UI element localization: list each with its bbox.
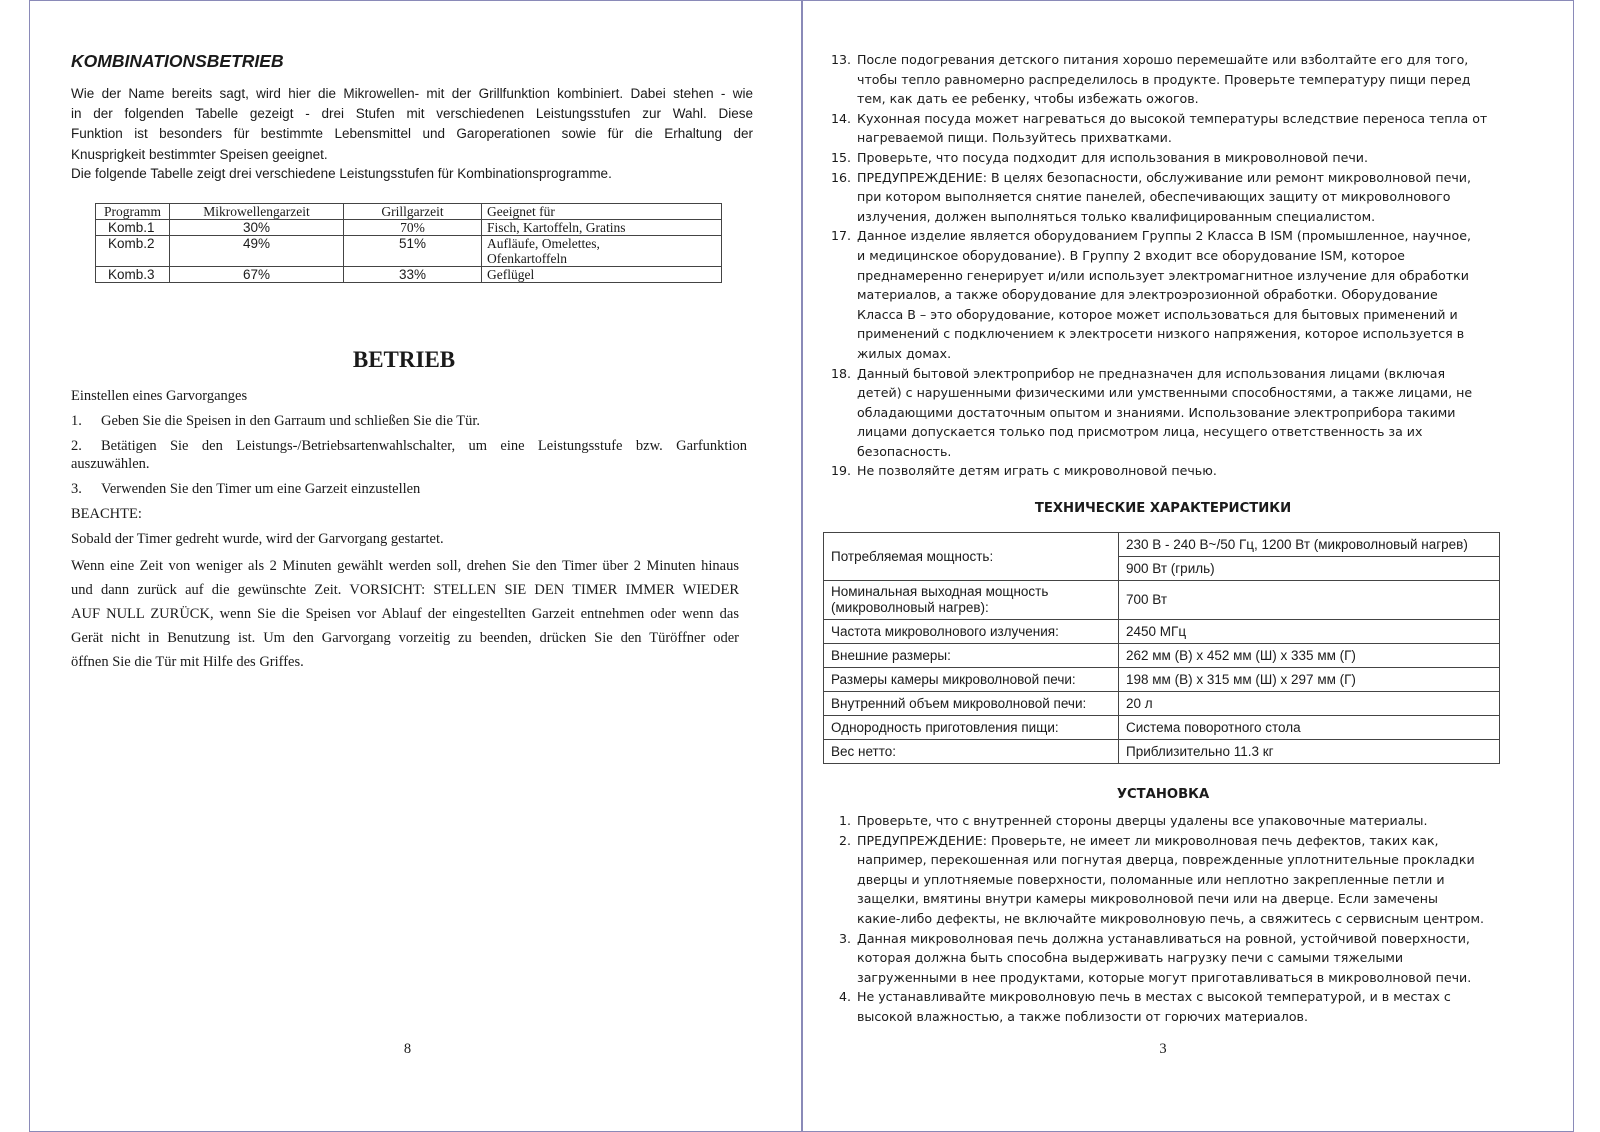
step-number: 2. xyxy=(71,438,82,454)
table-row xyxy=(824,716,1500,740)
table-row xyxy=(824,740,1500,764)
spec-label: Однородность приготовления пищи: xyxy=(824,716,1119,740)
item-line: Не позволяйте детям играть с микроволновой печью. xyxy=(857,463,1217,479)
list-item xyxy=(829,987,1499,1026)
spec-label-line: Номинальная выходная мощность xyxy=(831,584,1049,599)
spec-label: Частота микроволнового излучения: xyxy=(824,620,1119,644)
item-number: 15. xyxy=(830,149,851,165)
spec-value: 900 Вт (гриль) xyxy=(1119,557,1500,581)
spec-label: Размеры камеры микроволновой печи: xyxy=(824,668,1119,692)
item-line: нагреваемой пищи. Пользуйтесь прихватками. xyxy=(857,130,1172,146)
item-number: 4. xyxy=(838,989,851,1005)
step-number: 1. xyxy=(71,413,82,429)
grill-cell: 33% xyxy=(344,267,482,283)
item-line: лицами допускается только под присмотром лица, несущего ответственность за их xyxy=(857,424,1423,440)
spec-value: Система поворотного стола xyxy=(1119,716,1500,740)
item-line: Кухонная посуда может нагреваться до высокой температуры вследствие переноса тепла от xyxy=(857,110,1488,126)
item-line: тем, как дать ее ребенку, чтобы избежать ожогов. xyxy=(857,91,1199,107)
step-item xyxy=(71,480,747,498)
header-geeignet-fuer: Geeignet für xyxy=(482,204,722,220)
program-cell: Komb.3 xyxy=(96,267,170,283)
table-row xyxy=(824,692,1500,716)
table-row xyxy=(824,644,1500,668)
spec-label: Внутренний объем микроволновой печи: xyxy=(824,692,1119,716)
item-number: 14. xyxy=(830,110,851,126)
paragraph-line: in der folgenden Tabelle gezeigt - drei Stufen mit verschiedenen Leistungsstufen zur Wahl. Diese xyxy=(71,106,753,122)
caution-line: öffnen Sie die Tür mit Hilfe des Griffes. xyxy=(71,654,304,670)
page-number: 8 xyxy=(403,1041,412,1057)
table-row xyxy=(96,236,722,267)
caution-line: und dann zurück auf die gewünschte Zeit. VORSICHT: STELLEN SIE DEN TIMER IMMER WIEDER xyxy=(71,582,739,598)
item-number: 3. xyxy=(838,930,851,946)
installation-heading: УСТАНОВКА xyxy=(1116,787,1210,802)
header-grillgarzeit: Grillgarzeit xyxy=(344,204,482,220)
step-text: Betätigen Sie den Leistungs-/Betriebsartenwahlschalter, um eine Leistungsstufe bzw. Garfunktion auszuwählen. xyxy=(71,438,747,472)
grill-cell: 70% xyxy=(344,220,482,236)
spec-value: 230 В - 240 В~/50 Гц, 1200 Вт (микроволновый нагрев) xyxy=(1119,533,1500,557)
food-cell xyxy=(482,236,722,267)
item-line: например, перекошенная или погнутая дверца, поврежденные уплотнительные прокладки xyxy=(857,852,1475,868)
micro-cell: 67% xyxy=(170,267,344,283)
table-row xyxy=(96,267,722,283)
step-text: Geben Sie die Speisen in den Garraum und schließen Sie die Tür. xyxy=(101,413,481,429)
page-number: 3 xyxy=(1159,1041,1167,1057)
food-cell: Fisch, Kartoffeln, Gratins xyxy=(482,220,722,236)
item-line: при котором выполняется снятие панелей, обеспечивающих защиту от микроволнового xyxy=(857,189,1451,205)
caution-line: AUF NULL ZURÜCK, wenn Sie die Speisen vor Ablauf der eingestellten Garzeit entnehmen oder wenn das xyxy=(71,606,739,622)
item-number: 18. xyxy=(830,365,851,381)
tech-specs-heading: ТЕХНИЧЕСКИЕ ХАРАКТЕРИСТИКИ xyxy=(1034,501,1292,516)
program-cell: Komb.1 xyxy=(96,220,170,236)
list-item xyxy=(829,929,1499,988)
item-line: и медицинское оборудование). В Группу 2 входит все оборудование ISM, которое xyxy=(857,247,1405,263)
step-item xyxy=(71,437,747,473)
micro-cell: 30% xyxy=(170,220,344,236)
spec-label-line: (микроволновый нагрев): xyxy=(831,600,989,615)
item-line: ПРЕДУПРЕЖДЕНИЕ: В целях безопасности, обслуживание или ремонт микроволновой печи, xyxy=(857,169,1471,185)
item-line: После подогревания детского питания хорошо перемешайте или взболтайте его для того, xyxy=(857,52,1469,67)
item-line: дверцы и уплотняемые поверхности, поломанные или неплотно закрепленные петли и xyxy=(857,871,1445,887)
food-line: Ofenkartoffeln xyxy=(487,251,567,266)
item-number: 17. xyxy=(830,228,851,244)
item-line: применений с подключением к электросети низкого напряжения, которое используется в xyxy=(857,326,1465,342)
item-line: материалов, а также оборудование для электроэрозионной обработки. Оборудование xyxy=(857,287,1438,303)
item-line: загруженными в нее продуктами, которые могут приготавливаться в микроволновой печи. xyxy=(857,969,1472,985)
item-line: Проверьте, что с внутренней стороны дверцы удалены все упаковочные материалы. xyxy=(857,813,1428,828)
spec-label: Потребляемая мощность: xyxy=(824,533,1119,581)
item-line: детей) с нарушенными физическими или умственными способностями, а также лицами, не xyxy=(857,385,1473,401)
caution-line: Gerät nicht in Benutzung ist. Um den Garvorgang vorzeitig zu beenden, drücken Sie den Türöffner oder xyxy=(71,630,739,646)
spec-label: Внешние размеры: xyxy=(824,644,1119,668)
item-line: Данное изделие является оборудованием Группы 2 Класса В ISM (промышленное, научное, xyxy=(857,228,1471,244)
list-item xyxy=(829,148,1499,168)
safety-list xyxy=(829,50,1499,481)
item-number: 13. xyxy=(830,52,851,67)
setup-heading: Einstellen eines Garvorganges xyxy=(71,388,248,404)
page-left xyxy=(29,0,802,1132)
table-intro: Die folgende Tabelle zeigt drei verschiedene Leistungsstufen für Kombinationsprogramme. xyxy=(71,166,612,181)
spec-value: 262 мм (В) x 452 мм (Ш) x 335 мм (Г) xyxy=(1119,644,1500,668)
list-item xyxy=(829,811,1499,831)
spec-label: Вес нетто: xyxy=(824,740,1119,764)
kombination-table xyxy=(95,203,722,283)
item-line: жилых домах. xyxy=(857,345,952,361)
note-text: Sobald der Timer gedreht wurde, wird der Garvorgang gestartet. xyxy=(71,531,444,547)
micro-cell: 49% xyxy=(170,236,344,267)
note-label: BEACHTE: xyxy=(71,506,142,522)
spec-table xyxy=(823,532,1500,764)
list-item xyxy=(829,364,1499,462)
item-number: 16. xyxy=(830,169,851,185)
spec-value: 20 л xyxy=(1119,692,1500,716)
item-number: 19. xyxy=(830,463,851,479)
table-row xyxy=(824,533,1500,557)
table-row xyxy=(824,581,1500,620)
table-row xyxy=(824,668,1500,692)
caution-line: Wenn eine Zeit von weniger als 2 Minuten gewählt werden soll, drehen Sie den Timer über 2 Minuten hinaus xyxy=(71,558,739,574)
item-number: 2. xyxy=(838,832,851,848)
step-text: Verwenden Sie den Timer um eine Garzeit einzustellen xyxy=(101,481,421,497)
item-line: защелки, вмятины внутри камеры микроволновой печи или на дверце. Если замечены xyxy=(857,891,1438,907)
header-programm: Programm xyxy=(96,204,170,220)
paragraph-line: Wie der Name bereits sagt, wird hier die Mikrowellen- mit der Grillfunktion kombiniert. Dabei stehen - wie xyxy=(71,86,753,101)
grill-cell: 51% xyxy=(344,236,482,267)
spec-label xyxy=(824,581,1119,620)
spec-value: 700 Вт xyxy=(1119,581,1500,620)
program-cell: Komb.2 xyxy=(96,236,170,267)
item-line: излучения, должен выполняться только квалифицированным специалистом. xyxy=(857,208,1376,224)
item-line: которая должна быть способна выдерживать нагрузку печи с самыми тяжелыми xyxy=(857,950,1404,966)
item-number: 1. xyxy=(838,813,851,828)
header-mikrowellengarzeit: Mikrowellengarzeit xyxy=(170,204,344,220)
item-line: преднамеренно генерирует и/или использует электромагнитное излучение для обработки xyxy=(857,267,1469,283)
item-line: ПРЕДУПРЕЖДЕНИЕ: Проверьте, не имеет ли микроволновая печь дефектов, таких как, xyxy=(857,832,1439,848)
item-line: Проверьте, что посуда подходит для использования в микроволновой печи. xyxy=(857,149,1368,165)
paragraph-line: Knusprigkeit bestimmter Speisen geeignet. xyxy=(71,146,328,162)
item-line: обладающими достаточным опытом и знаниями. Использование электроприбора такими xyxy=(857,404,1456,420)
item-line: Класса В – это оборудование, которое может использоваться для бытовых применений и xyxy=(857,306,1458,322)
list-item xyxy=(829,109,1499,148)
kombination-paragraph xyxy=(71,84,753,165)
table-row xyxy=(96,220,722,236)
item-line: безопасность. xyxy=(857,443,952,459)
item-line: высокой влажностью, а также поблизости от горючих материалов. xyxy=(857,1008,1308,1024)
spec-value: 198 мм (В) x 315 мм (Ш) x 297 мм (Г) xyxy=(1119,668,1500,692)
food-cell: Geflügel xyxy=(482,267,722,283)
installation-list xyxy=(829,811,1499,1027)
paragraph-line: Funktion ist besonders für bestimmte Lebensmittel und Garoperationen sowie für die Erhaltung der xyxy=(71,126,753,142)
list-item xyxy=(829,168,1499,227)
food-line: Aufläufe, Omelettes, xyxy=(487,236,600,251)
caution-paragraph xyxy=(71,554,739,674)
item-line: чтобы тепло равномерно распределилось в продукте. Проверьте температуру пищи перед xyxy=(857,71,1471,87)
table-row xyxy=(824,620,1500,644)
spec-value: Приблизительно 11.3 кг xyxy=(1119,740,1500,764)
step-number: 3. xyxy=(71,481,82,497)
item-line: Не устанавливайте микроволновую печь в местах с высокой температурой, и в местах с xyxy=(857,989,1451,1005)
item-line: Данная микроволновая печь должна устанавливаться на ровной, устойчивой поверхности, xyxy=(857,930,1470,946)
section-title-betrieb: BETRIEB xyxy=(352,347,456,372)
step-item xyxy=(71,412,747,430)
spec-value: 2450 МГц xyxy=(1119,620,1500,644)
list-item xyxy=(829,831,1499,929)
page-right xyxy=(802,0,1574,1132)
section-title-kombinationsbetrieb: KOMBINATIONSBETRIEB xyxy=(71,51,284,71)
item-line: Данный бытовой электроприбор не предназначен для использования лицами (включая xyxy=(857,365,1446,381)
list-item xyxy=(829,461,1499,481)
table-header-row xyxy=(96,204,722,220)
list-item xyxy=(829,50,1499,109)
list-item xyxy=(829,226,1499,363)
item-line: какие-либо дефекты, не включайте микроволновую печь, а свяжитесь с сервисным центром. xyxy=(857,910,1485,926)
